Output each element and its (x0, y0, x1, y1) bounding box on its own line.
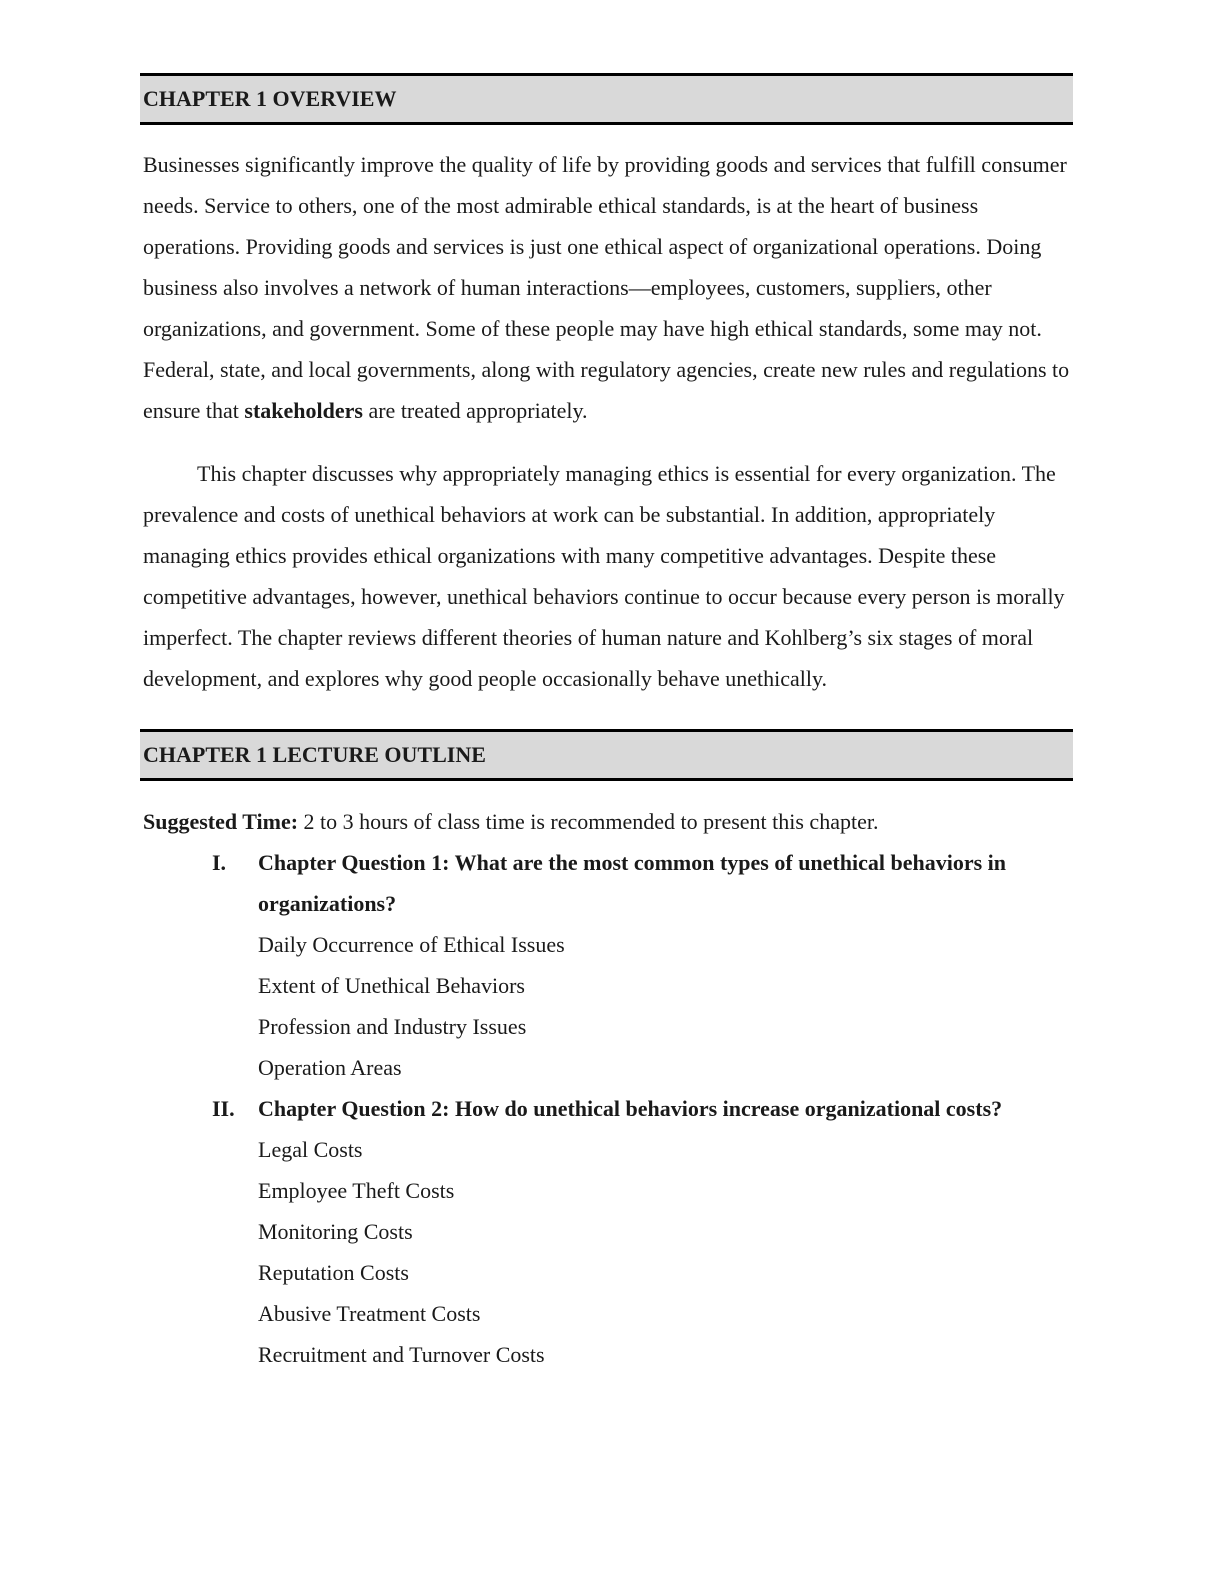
suggested-time-label: Suggested Time: (143, 809, 299, 834)
overview-heading-text: CHAPTER 1 OVERVIEW (143, 86, 397, 111)
outline-subitem: Recruitment and Turnover Costs (258, 1342, 545, 1367)
outline-list (140, 842, 1073, 1375)
outline-question-text: Chapter Question 2: How do unethical behaviors increase organizational costs? (258, 1096, 1003, 1121)
outline-subitem: Employee Theft Costs (258, 1178, 455, 1203)
outline-subitem: Legal Costs (258, 1137, 363, 1162)
document-page (140, 73, 1073, 1375)
outline-question-text: Chapter Question 1: What are the most common types of unethical behaviors in organizations? (258, 850, 1006, 916)
stakeholders-term: stakeholders (244, 398, 363, 423)
outline-subitem: Monitoring Costs (258, 1219, 413, 1244)
outline-question-2 (140, 1088, 1073, 1129)
outline-numeral: I. (212, 850, 227, 875)
outline-subitem: Reputation Costs (258, 1260, 409, 1285)
outline-question-1 (140, 842, 1073, 924)
overview-paragraph-2: This chapter discusses why appropriately managing ethics is essential for every organization. The prevalence and costs of unethical behaviors at work can be substantial. In addition, appropriately managing ethics provides ethical organizations with many competitive advantages. Despite these competitive advantages, however, unethical behaviors continue to occur because every person is morally imperfect. The chapter reviews different theories of human nature and Kohlberg’s six stages of moral development, and explores why good people occasionally behave unethically. (143, 461, 1065, 691)
overview-heading (140, 73, 1073, 125)
outline-heading (140, 729, 1073, 781)
overview-paragraph-1 (140, 144, 1073, 431)
overview-paragraph-1-end: are treated appropriately. (362, 398, 588, 423)
suggested-time-text: 2 to 3 hours of class time is recommended to present this chapter. (298, 809, 879, 834)
outline-subitem: Daily Occurrence of Ethical Issues (258, 932, 565, 957)
outline-subitem: Profession and Industry Issues (258, 1014, 527, 1039)
outline-numeral: II. (212, 1096, 235, 1121)
outline-subitem: Extent of Unethical Behaviors (258, 973, 525, 998)
suggested-time (140, 801, 1073, 842)
overview-paragraph-1-text: Businesses significantly improve the quality of life by providing goods and services that fulfill consumer needs. Service to others, one of the most admirable ethical standards, is at the heart of business operations. Providing goods and services is just one ethical aspect of organizational operations. Doing business also involves a network of human interactions—employees, customers, suppliers, other organizations, and government. Some of these people may have high ethical standards, some may not. Federal, state, and local governments, along with regulatory agencies, create new rules and regulations to ensure that (143, 152, 1070, 423)
outline-subitem: Abusive Treatment Costs (258, 1301, 481, 1326)
outline-subitem: Operation Areas (258, 1055, 402, 1080)
outline-heading-text: CHAPTER 1 LECTURE OUTLINE (143, 742, 486, 767)
